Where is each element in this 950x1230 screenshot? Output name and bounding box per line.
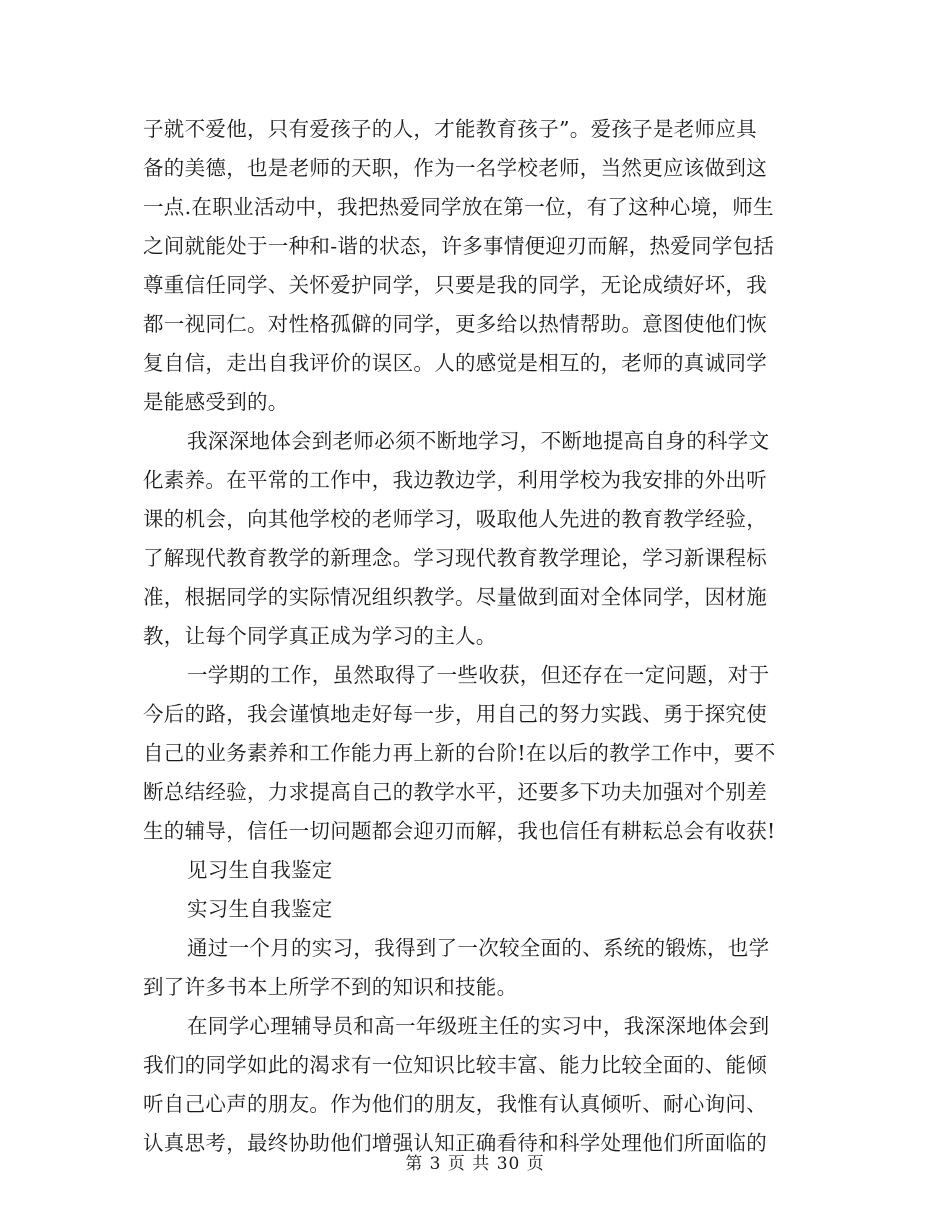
text-line: 听自己心声的朋友。作为他们的朋友，我惟有认真倾听、耐心询问、 <box>143 1092 767 1116</box>
text-line: 今后的路，我会谨慎地走好每一步，用自己的努力实践、勇于探究使 <box>143 702 767 726</box>
text-line: 我深深地体会到老师必须不断地学习，不断地提高自身的科学文 <box>187 429 770 453</box>
text-line: 教，让每个同学真正成为学习的主人。 <box>143 624 497 648</box>
text-line: 一点.在职业活动中，我把热爱同学放在第一位，有了这种心境，师生 <box>143 195 774 219</box>
text-line: 在同学心理辅导员和高一年级班主任的实习中，我深深地体会到 <box>187 1014 770 1038</box>
text-line: 备的美德，也是老师的天职，作为一名学校老师，当然更应该做到这 <box>143 156 767 180</box>
text-line: 实习生自我鉴定 <box>187 897 333 921</box>
text-line: 准，根据同学的实际情况组织教学。尽量做到面对全体同学，因材施 <box>143 585 767 609</box>
text-line: 子就不爱他，只有爱孩子的人，才能教育孩子”。爱孩子是老师应具 <box>143 117 757 141</box>
text-line: 尊重信任同学、关怀爱护同学，只要是我的同学，无论成绩好坏，我 <box>143 273 767 297</box>
text-line: 之间就能处于一种和-谐的状态，许多事情便迎刃而解，热爱同学包括 <box>143 234 775 258</box>
body-text <box>143 110 808 1163</box>
text-line: 到了许多书本上所学不到的知识和技能。 <box>143 975 518 999</box>
text-line: 一学期的工作，虽然取得了一些收获，但还存在一定问题，对于 <box>187 663 770 687</box>
text-line: 认真思考，最终协助他们增强认知正确看待和科学处理他们所面临的 <box>143 1131 767 1155</box>
text-line: 我们的同学如此的渴求有一位知识比较丰富、能力比较全面的、能倾 <box>143 1053 767 1077</box>
text-line: 课的机会，向其他学校的老师学习，吸取他人先进的教育教学经验， <box>143 507 767 531</box>
text-line: 化素养。在平常的工作中，我边教边学，利用学校为我安排的外出听 <box>143 468 767 492</box>
text-line: 通过一个月的实习，我得到了一次较全面的、系统的锻炼，也学 <box>187 936 770 960</box>
text-line: 复自信，走出自我评价的误区。人的感觉是相互的，老师的真诚同学 <box>143 351 767 375</box>
text-line: 都一视同仁。对性格孤僻的同学，更多给以热情帮助。意图使他们恢 <box>143 312 767 336</box>
text-line: 生的辅导，信任一切问题都会迎刃而解，我也信任有耕耘总会有收获! <box>143 819 776 843</box>
text-line: 了解现代教育教学的新理念。学习现代教育教学理论，学习新课程标 <box>143 546 767 570</box>
text-line: 见习生自我鉴定 <box>187 858 333 882</box>
text-line: 自己的业务素养和工作能力再上新的台阶!在以后的教学工作中，要不 <box>143 741 776 765</box>
text-line: 断总结经验，力求提高自己的教学水平，还要多下功夫加强对个别差 <box>143 780 767 804</box>
text-line: 是能感受到的。 <box>143 390 289 414</box>
page-number-footer: 第 3 页 共 30 页 <box>405 1154 545 1174</box>
